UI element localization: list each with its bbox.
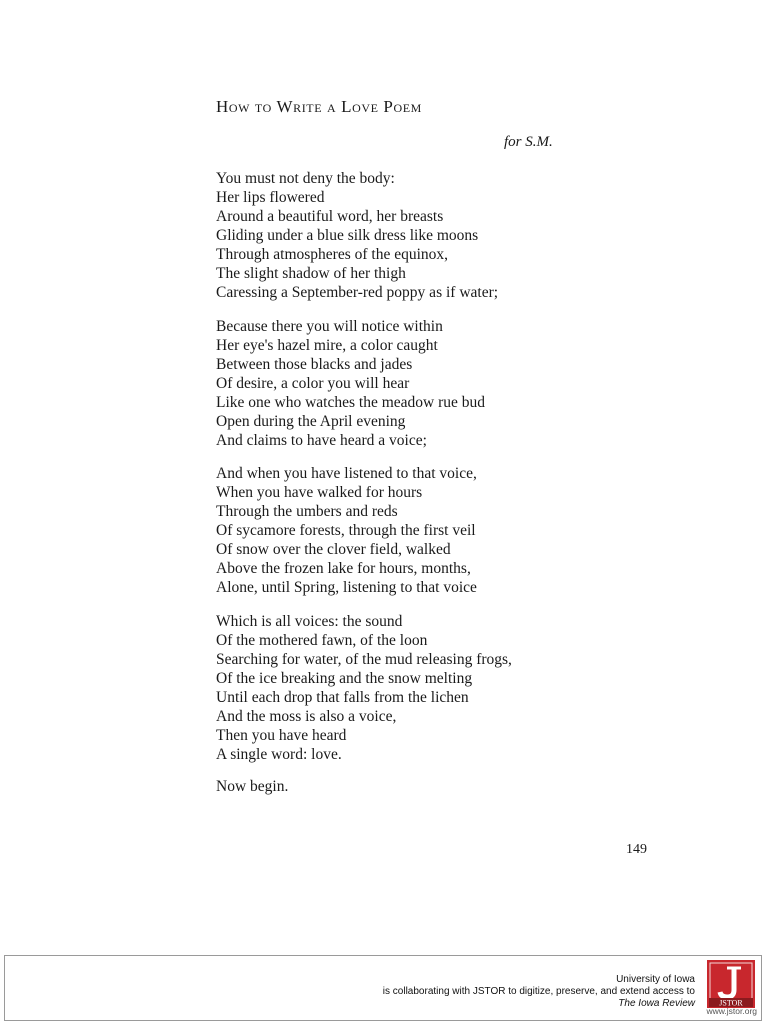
poem-line: Between those blacks and jades [216, 355, 413, 373]
poem-line: Of snow over the clover field, walked [216, 541, 451, 558]
jstor-url-link[interactable]: www.jstor.org [706, 1006, 757, 1016]
jstor-footer [4, 955, 762, 1021]
stanza-3 [216, 464, 616, 597]
poem-line: The slight shadow of her thigh [216, 265, 406, 282]
poem-line: And when you have listened to that voice, [216, 465, 477, 482]
stanza-4 [216, 612, 616, 764]
poem-dedication: for S.M. [504, 134, 553, 150]
footer-text [383, 974, 695, 1010]
poem-line: Through the umbers and reds [216, 503, 398, 520]
poem-line: Until each drop that falls from the lichen [216, 688, 469, 706]
poem-line: Of desire, a color you will hear [216, 374, 410, 392]
poem-line: You must not deny the body: [216, 170, 395, 187]
poem-line: Because there you will notice within [216, 317, 443, 335]
footer-journal-title: The Iowa Review [618, 998, 695, 1009]
poem-line: Of the ice breaking and the snow melting [216, 669, 473, 687]
poem-line: Of the mothered fawn, of the loon [216, 631, 428, 649]
poem-line: And the moss is also a voice, [216, 707, 397, 725]
poem-line: Alone, until Spring, listening to that voice [216, 579, 477, 596]
footer-collaboration-text: is collaborating with JSTOR to digitize, preserve, and extend access to [382, 986, 695, 997]
poem-line: Then you have heard [216, 726, 347, 744]
poem-line: Around a beautiful word, her breasts [216, 208, 444, 225]
poem-line: Gliding under a blue silk dress like moons [216, 227, 479, 244]
stanza-2 [216, 317, 616, 450]
poem-title: How to Write a Love Poem [216, 97, 422, 116]
poem-closing-line: Now begin. [216, 778, 289, 795]
page-number: 149 [626, 842, 647, 857]
poem-line: Of sycamore forests, through the first veil [216, 522, 476, 539]
poem-line: And claims to have heard a voice; [216, 431, 427, 449]
poem-line: Like one who watches the meadow rue bud [216, 393, 486, 411]
poem-line: A single word: love. [216, 745, 342, 763]
poem-line: Above the frozen lake for hours, months, [216, 560, 471, 577]
poem-line: Caressing a September-red poppy as if water; [216, 284, 499, 301]
poem-line: Open during the April evening [216, 412, 406, 430]
poem-line: Which is all voices: the sound [216, 612, 403, 630]
jstor-logo-icon[interactable] [707, 960, 755, 1008]
footer-institution: University of Iowa [616, 974, 695, 985]
poem-line: Her eye's hazel mire, a color caught [216, 336, 438, 354]
poem-line: Her lips flowered [216, 189, 325, 206]
jstor-logo-text: JSTOR [719, 998, 743, 1008]
poem-line: When you have walked for hours [216, 484, 423, 501]
stanza-1 [216, 169, 616, 302]
poem-line: Searching for water, of the mud releasing frogs, [216, 650, 512, 668]
poem-line: Through atmospheres of the equinox, [216, 246, 449, 263]
poem-body [216, 169, 616, 778]
